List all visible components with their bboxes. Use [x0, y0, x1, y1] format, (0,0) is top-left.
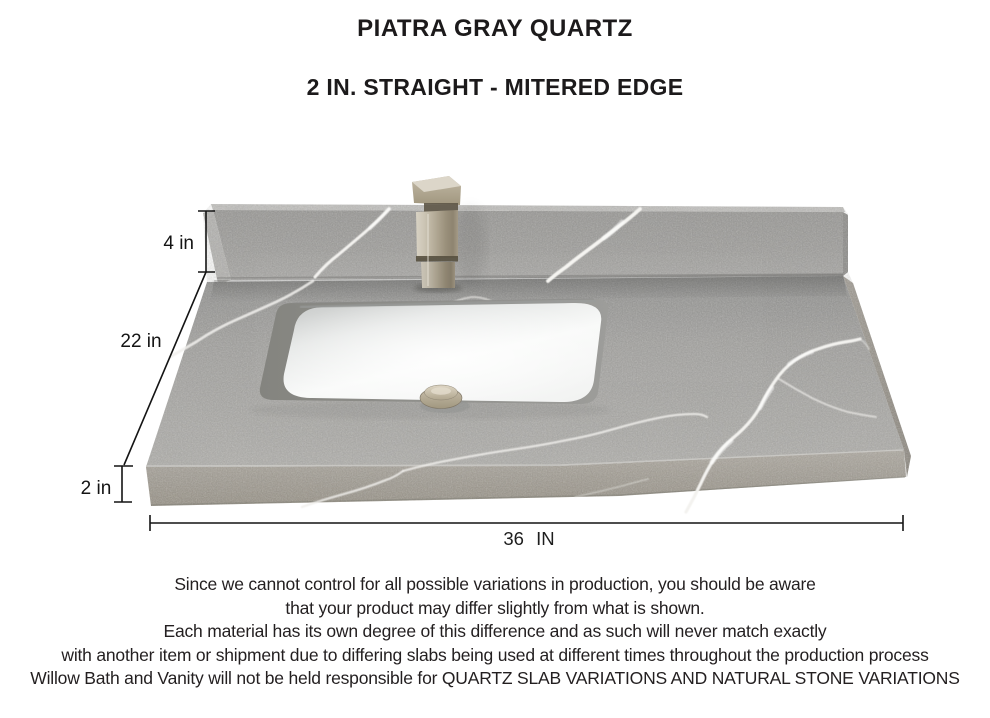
width-label: 36 IN — [503, 528, 555, 549]
disclaimer-line: with another item or shipment due to differing slabs being used at different times throughout the production process — [61, 644, 929, 665]
disclaimer-line: that your product may differ slightly from what is shown. — [285, 597, 705, 618]
page-title: PIATRA GRAY QUARTZ — [357, 15, 633, 42]
disclaimer-line: Each material has its own degree of this difference and as such will never match exactly — [163, 621, 827, 642]
page-subtitle: 2 IN. STRAIGHT - MITERED EDGE — [306, 74, 684, 100]
depth-label: 22 in — [120, 331, 162, 352]
faucet-spout — [416, 210, 458, 258]
faucet — [412, 176, 486, 293]
disclaimer-line: Since we cannot control for all possible variations in production, you should be aware — [174, 574, 816, 594]
quartz-slab — [140, 176, 920, 512]
thickness-label: 2 in — [80, 478, 112, 499]
disclaimer-block — [0, 573, 990, 691]
backsplash-height-label: 4 in — [163, 233, 194, 254]
disclaimer-line: Willow Bath and Vanity will not be held responsible for QUARTZ SLAB VARIATIONS AND NATURAL STONE VARIATIONS — [30, 668, 960, 689]
